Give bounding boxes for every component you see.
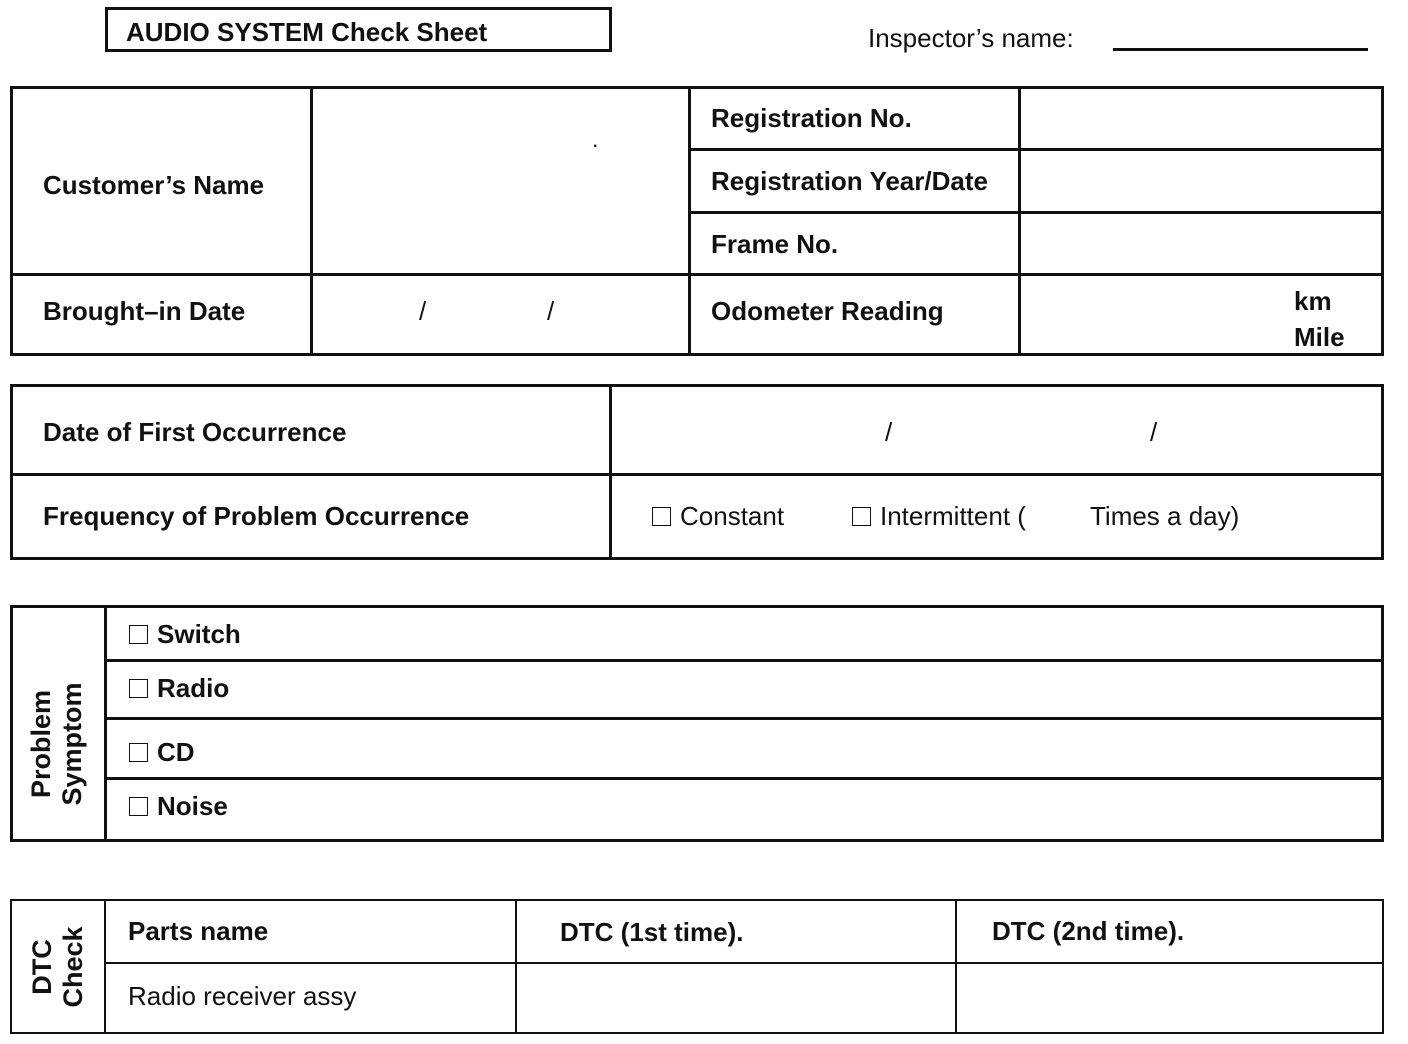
side-label-line: Problem [26,689,56,799]
side-label-line: DTC [27,939,57,995]
symptom-label: Radio [157,673,230,703]
constant-label: Constant [680,501,785,531]
customer-name-mark: . [593,134,598,151]
odometer-field[interactable] [1021,276,1281,353]
customer-name-field[interactable] [313,89,688,273]
switch-checkbox[interactable] [129,625,148,644]
divider [10,473,1384,476]
constant-option[interactable] [652,503,784,529]
times-a-day-label: Times a day) [1090,501,1240,531]
frequency-label: Frequency of Problem Occurrence [43,501,470,531]
intermittent-option[interactable] [852,503,1026,529]
divider [688,86,691,356]
dtc-header-parts-name: Parts name [128,916,269,946]
dtc-second-time-field[interactable] [957,964,1382,1032]
dtc-header-first-time: DTC (1st time). [560,917,744,947]
symptom-noise[interactable] [129,793,228,819]
customer-name-label: Customer’s Name [43,170,265,200]
symptom-radio[interactable] [129,675,229,701]
divider [104,899,106,1034]
registration-no-field[interactable] [1021,89,1381,148]
brought-in-date-label: Brought–in Date [43,296,246,326]
divider [104,777,1384,780]
noise-checkbox[interactable] [129,797,148,816]
intermittent-label: Intermittent ( [880,501,1026,531]
registration-year-label: Registration Year/Date [711,166,988,196]
dtc-first-time-field[interactable] [517,964,955,1032]
registration-year-field[interactable] [1021,151,1381,211]
symptom-label: Switch [157,619,241,649]
symptom-cd[interactable] [129,739,195,765]
unit-km: km [1294,286,1332,316]
frame-no-field[interactable] [1021,214,1381,273]
inspector-name-field[interactable] [1113,48,1368,51]
registration-no-label: Registration No. [711,103,912,133]
page-title: AUDIO SYSTEM Check Sheet [126,17,488,47]
divider [104,659,1384,662]
date-separator: / [547,296,555,326]
side-label-line: Symptom [57,682,88,806]
divider [104,717,1384,720]
dtc-header-second-time: DTC (2nd time). [992,916,1185,946]
symptom-switch[interactable] [129,621,241,647]
odometer-label: Odometer Reading [711,296,944,326]
problem-symptom-side-label [26,674,88,814]
first-occurrence-date-field[interactable] [612,387,1381,473]
date-separator: / [419,296,427,326]
dtc-part-name: Radio receiver assy [128,981,357,1011]
symptom-label: CD [157,737,195,767]
unit-mile: Mile [1294,322,1345,352]
radio-checkbox[interactable] [129,679,148,698]
constant-checkbox[interactable] [652,507,671,526]
inspector-name-label: Inspector’s name: [868,23,1074,53]
date-separator: / [885,417,893,447]
date-separator: / [1150,417,1158,447]
intermittent-checkbox[interactable] [852,507,871,526]
divider [104,605,107,842]
side-label-line: Check [58,926,89,1008]
first-occurrence-label: Date of First Occurrence [43,417,347,447]
brought-in-date-field[interactable] [313,276,688,353]
symptom-label: Noise [157,791,228,821]
cd-checkbox[interactable] [129,743,148,762]
frame-no-label: Frame No. [711,229,839,259]
dtc-check-side-label [27,897,89,1037]
